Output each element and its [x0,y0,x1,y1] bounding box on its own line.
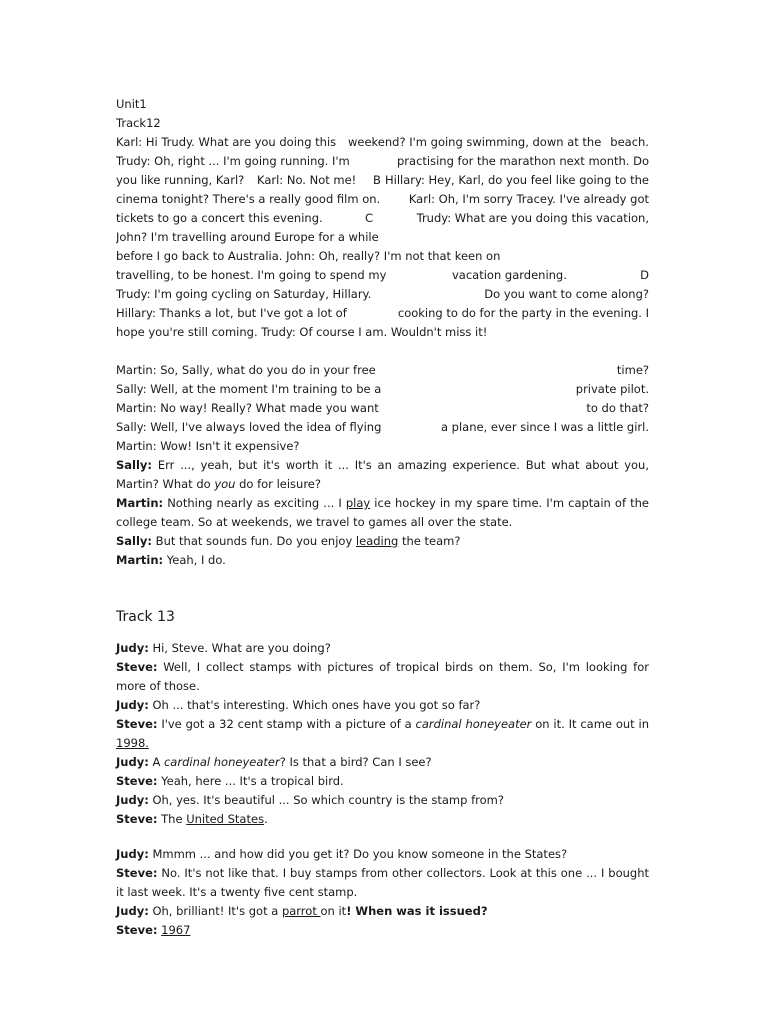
underlined-word: United States [186,812,265,826]
speaker-name: Judy: [116,793,149,807]
martin-line-1: Martin: So, Sally, what do you do in your free time? [116,363,649,377]
speaker-name: Steve: [116,774,158,788]
martin-line-3: Martin: No way! Really? What made you want to do that? [116,401,649,415]
speaker-name: Steve: [116,717,158,731]
t13-line-2: Steve: Well, I collect stamps with pictures of tropical birds on them. So, I'm looking for more of those. [116,660,649,693]
speaker-name: Steve: [116,660,158,674]
martin-paragraph-2: Martin: Yeah, I do. [116,553,226,567]
speaker-name: Martin: [116,496,164,510]
t13-line-3: Judy: Oh ... that's interesting. Which ones have you got so far? [116,698,481,712]
speaker-name: Judy: [116,698,149,712]
speaker-name: Sally: [116,458,153,472]
t12-line-3: you like running, Karl? Karl: No. Not me! B Hillary: Hey, Karl, do you feel like going to the [116,173,649,187]
speaker-name: Sally: [116,534,153,548]
t13-line-7: Judy: Oh, yes. It's beautiful ... So which country is the stamp from? [116,793,504,807]
t13-line-4: Steve: I've got a 32 cent stamp with a picture of a cardinal honeyeater on it. It came out in 1998. [116,717,649,750]
speaker-name: Judy: [116,904,149,918]
t13-line-10: Steve: No. It's not like that. I buy stamps from other collectors. Look at this one ... I bought it last week. It's a twenty five cent stamp. [116,866,649,899]
t13-line-5: Judy: A cardinal honeyeater? Is that a bird? Can I see? [116,755,432,769]
speaker-name: Steve: [116,923,158,937]
underlined-word: 1967 [161,923,191,937]
t12-line-6: John? I'm travelling around Europe for a while [116,230,379,244]
transcript-page [116,95,649,940]
underlined-word: parrot [281,904,321,918]
track12-label: Track12 [116,116,161,130]
t13-line-6: Steve: Yeah, here ... It's a tropical bird. [116,774,344,788]
speaker-name: Steve: [116,866,158,880]
t13-line-11: Judy: Oh, brilliant! It's got a parrot on it! When was it issued? [116,904,488,918]
t12-line-9: Trudy: I'm going cycling on Saturday, Hillary. Do you want to come along? [116,287,649,301]
speaker-name: Judy: [116,641,149,655]
underlined-word: leading [355,534,399,548]
t13-line-12 [116,921,649,940]
t12-line-7: before I go back to Australia. John: Oh, really? I'm not that keen on [116,249,501,263]
martin-paragraph-1: Martin: Nothing nearly as exciting ... I play ice hockey in my spare time. I'm captain of the college team. So at weekends, we travel to games all over the state. [116,496,649,529]
t12-line-11: hope you're still coming. Trudy: Of course I am. Wouldn't miss it! [116,325,488,339]
t12-line-4: cinema tonight? There's a really good film on. Karl: Oh, I'm sorry Tracey. I've already got [116,192,649,206]
underlined-word: play [345,496,371,510]
t13-line-8: Steve: The United States. [116,812,268,826]
unit-title: Unit1 [116,97,147,111]
t12-line-2: Trudy: Oh, right ... I'm going running. I'm practising for the marathon next month. Do [116,154,649,168]
t12-line-10: Hillary: Thanks a lot, but I've got a lot of cooking to do for the party in the evening. I [116,306,649,320]
t12-line-8: travelling, to be honest. I'm going to spend my vacation gardening. D [116,268,649,282]
speaker-name: Judy: [116,755,149,769]
t13-line-9: Judy: Mmmm ... and how did you get it? Do you know someone in the States? [116,847,568,861]
martin-line-4: Sally: Well, I've always loved the idea of flying a plane, ever since I was a little girl. [116,420,649,434]
speaker-name: Steve: [116,812,158,826]
t12-line-1: Karl: Hi Trudy. What are you doing this weekend? I'm going swimming, down at the beach. [116,135,649,149]
sally-paragraph-2: Sally: But that sounds fun. Do you enjoy leading the team? [116,534,461,548]
martin-line-5: Martin: Wow! Isn't it expensive? [116,439,300,453]
speaker-name: Judy: [116,847,149,861]
speaker-name: Martin: [116,553,164,567]
underlined-word: 1998. [116,736,149,750]
sally-paragraph-1: Sally: Err ..., yeah, but it's worth it ... It's an amazing experience. But what about you, Martin? What do you do for leisure? [116,458,649,491]
t12-line-5: tickets to go a concert this evening. C Trudy: What are you doing this vacation, [116,211,649,225]
t13-line-1: Judy: Hi, Steve. What are you doing? [116,641,331,655]
track13-heading: Track 13 [116,609,175,625]
martin-line-2: Sally: Well, at the moment I'm training to be a private pilot. [116,382,649,396]
